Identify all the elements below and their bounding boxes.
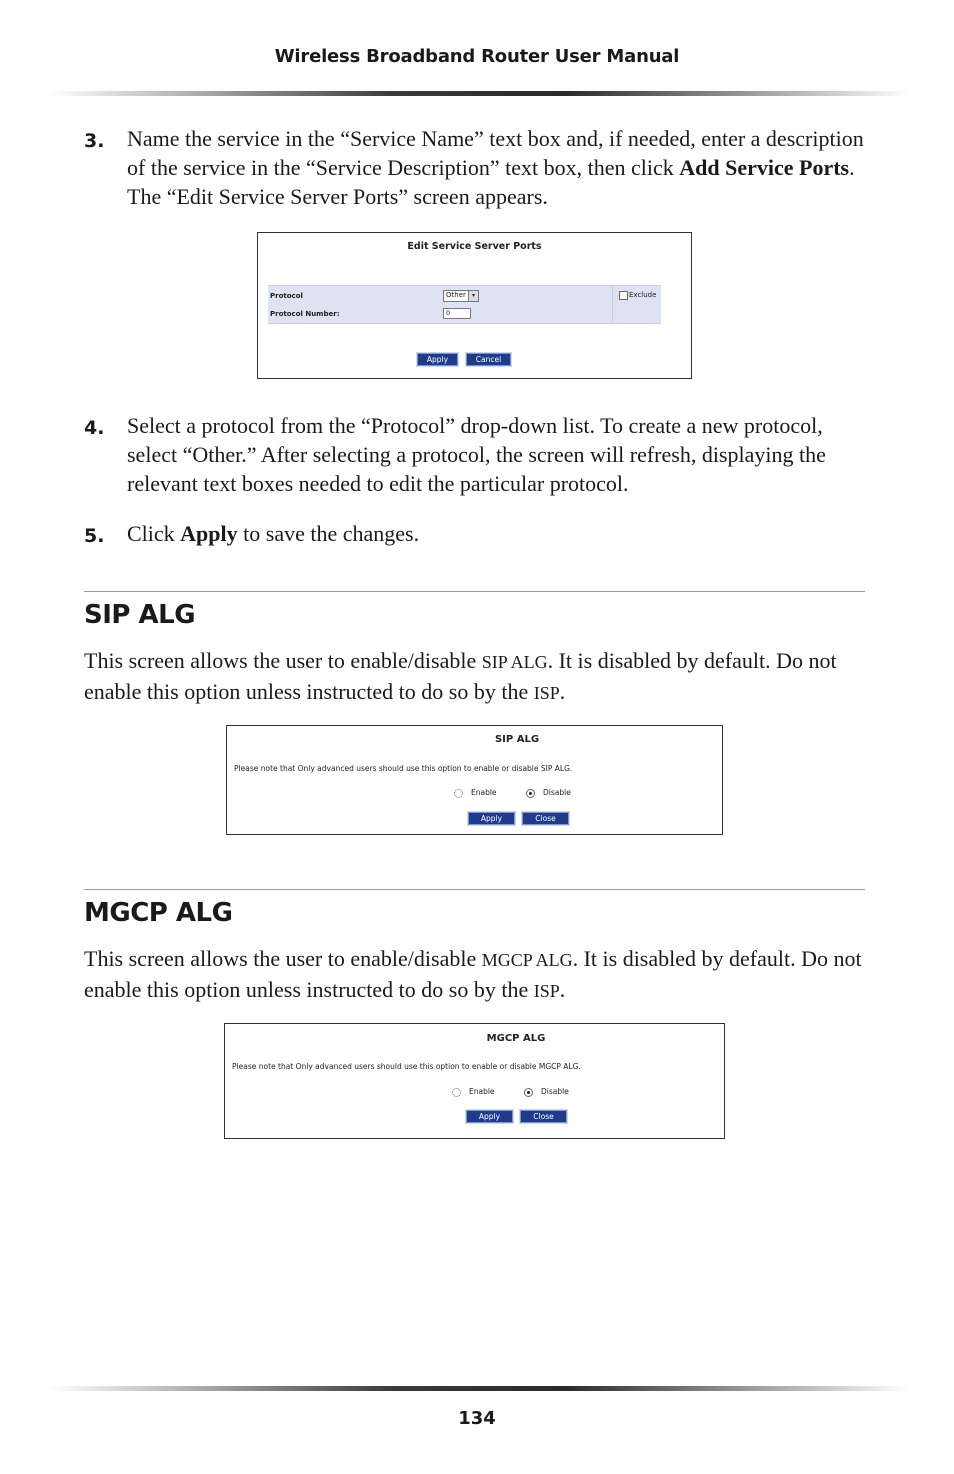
mgcp-disable-label: Disable: [541, 1087, 569, 1096]
protocol-select[interactable]: Other ▾: [443, 290, 479, 302]
sip-screen-title: SIP ALG: [494, 734, 540, 745]
mgcp-screen-title: MGCP ALG: [486, 1033, 546, 1044]
mgcp-alg-screenshot: [224, 1023, 725, 1139]
sip-section-rule: [84, 591, 865, 592]
mgcp-note: Please note that Only advanced users should use this option to enable or disable MGCP ALG.: [232, 1062, 581, 1071]
sip-enable-label: Enable: [471, 788, 497, 797]
protocol-number-input[interactable]: 0: [443, 308, 471, 319]
edit-ports-title: Edit Service Server Ports: [407, 241, 542, 252]
header-rule: [48, 91, 910, 96]
mgcp-section-rule: [84, 889, 865, 890]
step-3-text: Name the service in the “Service Name” text box and, if needed, enter a description of the service in the “Service Description” text box, then click Add Service Ports. The “Edit Service Server Ports” screen appears.: [127, 126, 864, 209]
mgcp-apply-button[interactable]: Apply: [466, 1110, 513, 1123]
mgcp-enable-radio[interactable]: [452, 1088, 461, 1097]
protocol-number-label: Protocol Number:: [270, 310, 340, 318]
step-5-text: Click Apply to save the changes.: [127, 521, 420, 546]
mgcp-enable-label: Enable: [469, 1087, 495, 1096]
cancel-button[interactable]: Cancel: [466, 353, 511, 366]
sip-disable-label: Disable: [543, 788, 571, 797]
sip-apply-button[interactable]: Apply: [468, 812, 515, 825]
header-title: Wireless Broadband Router User Manual: [274, 46, 680, 67]
step-4-text: Select a protocol from the “Protocol” drop-down list. To create a new protocol, select “Other.” After selecting a protocol, the screen will refresh, displaying the relevant text boxes needed to edit the particular protocol.: [127, 413, 826, 496]
protocol-table: [268, 285, 661, 324]
sip-alg-screenshot: [226, 725, 723, 835]
exclude-label: Exclude: [629, 291, 657, 299]
step-4-number: 4.: [84, 417, 105, 439]
mgcp-disable-radio[interactable]: [524, 1088, 533, 1097]
edit-service-ports-screenshot: [257, 232, 692, 379]
sip-note: Please note that Only advanced users should use this option to enable or disable SIP ALG.: [234, 764, 573, 773]
footer-rule: [48, 1386, 910, 1391]
sip-close-button[interactable]: Close: [522, 812, 569, 825]
sip-disable-radio[interactable]: [526, 789, 535, 798]
mgcp-paragraph: This screen allows the user to enable/disable MGCP ALG. It is disabled by default. Do not enable this option unless instructed to do so by the ISP.: [84, 946, 862, 1002]
protocol-label: Protocol: [270, 292, 303, 300]
sip-paragraph: This screen allows the user to enable/disable SIP ALG. It is disabled by default. Do not enable this option unless instructed to do so by the ISP.: [84, 648, 837, 704]
step-5-number: 5.: [84, 525, 105, 547]
exclude-checkbox[interactable]: [619, 291, 628, 300]
sip-enable-radio[interactable]: [454, 789, 463, 798]
step-3-number: 3.: [84, 130, 105, 152]
apply-button[interactable]: Apply: [417, 353, 458, 366]
page-number: 134: [458, 1408, 496, 1429]
chevron-down-icon: ▾: [468, 291, 478, 301]
mgcp-heading: MGCP ALG: [84, 898, 233, 928]
sip-heading: SIP ALG: [84, 600, 196, 630]
mgcp-close-button[interactable]: Close: [520, 1110, 567, 1123]
